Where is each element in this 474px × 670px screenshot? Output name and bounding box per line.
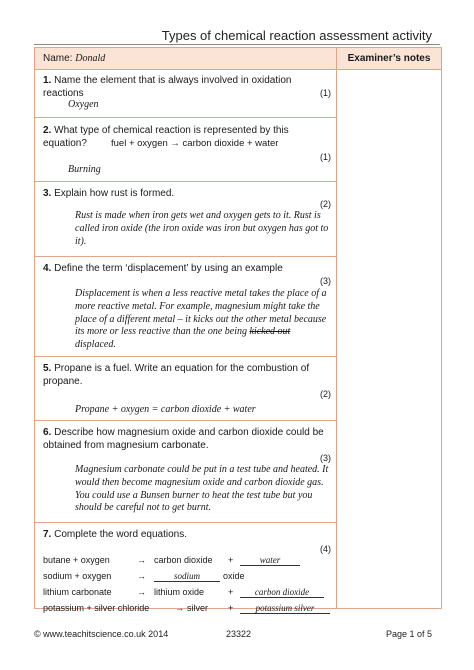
footer-code: 23322	[226, 629, 252, 639]
word-equation-row	[43, 603, 335, 616]
question-5	[43, 363, 331, 388]
footer-copyright: © www.teachitscience.co.uk 2014	[34, 629, 169, 639]
question-number: 3.	[43, 188, 52, 199]
arrow-icon: →	[175, 603, 184, 613]
answer-6: Magnesium carbonate could be put in a test tube and heated. It would then become magnesium oxide and carbon dioxide gas. You could use a Bunsen burner to heat the test tube but you should be careful not to get burnt.	[75, 464, 329, 514]
reactants: butane + oxygen	[43, 555, 110, 565]
question-3	[43, 188, 331, 201]
product: silver	[187, 603, 209, 613]
answer-text: Displacement is when a less reactive metal takes the place of a more reactive metal. For example, magnesium might take the place of a different metal – it kicks out the other metal because its more or less reactive than the one being	[75, 288, 327, 338]
question-separator	[35, 420, 337, 421]
footer-page-number: Page 1 of 5	[385, 629, 432, 639]
name-value: Donald	[75, 53, 106, 64]
answer-2: Burning	[68, 164, 101, 175]
question-6	[43, 427, 331, 452]
assessment-table	[34, 47, 442, 613]
answer-4	[75, 288, 331, 352]
column-divider	[336, 48, 337, 608]
question-1	[43, 75, 331, 100]
question-text: What type of chemical reaction is represented by this equation?	[43, 125, 289, 149]
question-separator	[35, 256, 337, 257]
answer-5: Propane + oxygen = carbon dioxide + water	[75, 404, 256, 415]
document-title: Types of chemical reaction assessment activity	[161, 28, 432, 43]
product: carbon dioxide	[154, 555, 213, 565]
arrow-icon: →	[137, 571, 146, 581]
arrow-icon: →	[137, 555, 146, 565]
crossed-out-text: kicked out	[249, 326, 291, 338]
marks-2: (1)	[320, 152, 331, 162]
question-number: 1.	[43, 75, 52, 86]
question-separator	[35, 356, 337, 357]
title-rule	[34, 44, 440, 45]
product-tail: oxide	[223, 571, 245, 581]
question-number: 5.	[43, 363, 52, 374]
question-text: Define the term ‘displacement’ by using an example	[54, 263, 283, 274]
question-number: 2.	[43, 125, 52, 136]
question-separator	[35, 181, 337, 182]
question-text: Explain how rust is formed.	[54, 188, 175, 199]
marks-3: (2)	[320, 199, 331, 209]
reactants: potassium + silver chloride	[43, 603, 150, 613]
answer-3: Rust is made when iron gets wet and oxygen gets to it. Rust is called iron oxide (the iron oxide was iron but oxygen has got to it).	[75, 210, 329, 247]
plus-sign: +	[228, 555, 234, 565]
answer-blank: carbon dioxide	[240, 587, 324, 598]
question-number: 7.	[43, 529, 52, 540]
marks-6: (3)	[320, 453, 331, 463]
plus-sign: +	[228, 587, 234, 597]
question-separator	[35, 522, 337, 523]
question-text: Name the element that is always involved in oxidation reactions	[43, 75, 292, 99]
plus-sign: +	[228, 603, 234, 613]
marks-7: (4)	[320, 544, 331, 554]
word-equation-row	[43, 555, 335, 568]
name-field	[43, 53, 105, 64]
question-separator	[35, 117, 337, 118]
question-4	[43, 263, 331, 276]
marks-5: (2)	[320, 389, 331, 399]
marks-1: (1)	[320, 88, 331, 98]
question-text: Complete the word equations.	[54, 529, 187, 540]
table-header-row	[35, 48, 441, 70]
product: lithium oxide	[154, 587, 205, 597]
reactants: sodium + oxygen	[43, 571, 112, 581]
examiner-notes-heading: Examiner’s notes	[347, 53, 431, 64]
word-equation-row	[43, 587, 335, 600]
question-text: Describe how magnesium oxide and carbon dioxide could be obtained from magnesium carbonate.	[43, 427, 324, 451]
marks-4: (3)	[320, 276, 331, 286]
arrow-icon: →	[137, 587, 146, 597]
question-7	[43, 529, 331, 542]
word-equation-row	[43, 571, 335, 584]
question-number: 6.	[43, 427, 52, 438]
answer-blank: potassium silver	[240, 603, 330, 614]
answer-1: Oxygen	[68, 99, 99, 110]
reactants: lithium carbonate	[43, 587, 112, 597]
answer-blank: sodium	[154, 571, 220, 582]
name-label: Name:	[43, 53, 73, 64]
equation-2: fuel + oxygen → carbon dioxide + water	[111, 138, 279, 149]
answer-blank: water	[240, 555, 300, 566]
question-text: Propane is a fuel. Write an equation for the combustion of propane.	[43, 363, 310, 387]
answer-text-end: displaced.	[75, 339, 116, 351]
question-number: 4.	[43, 263, 52, 274]
